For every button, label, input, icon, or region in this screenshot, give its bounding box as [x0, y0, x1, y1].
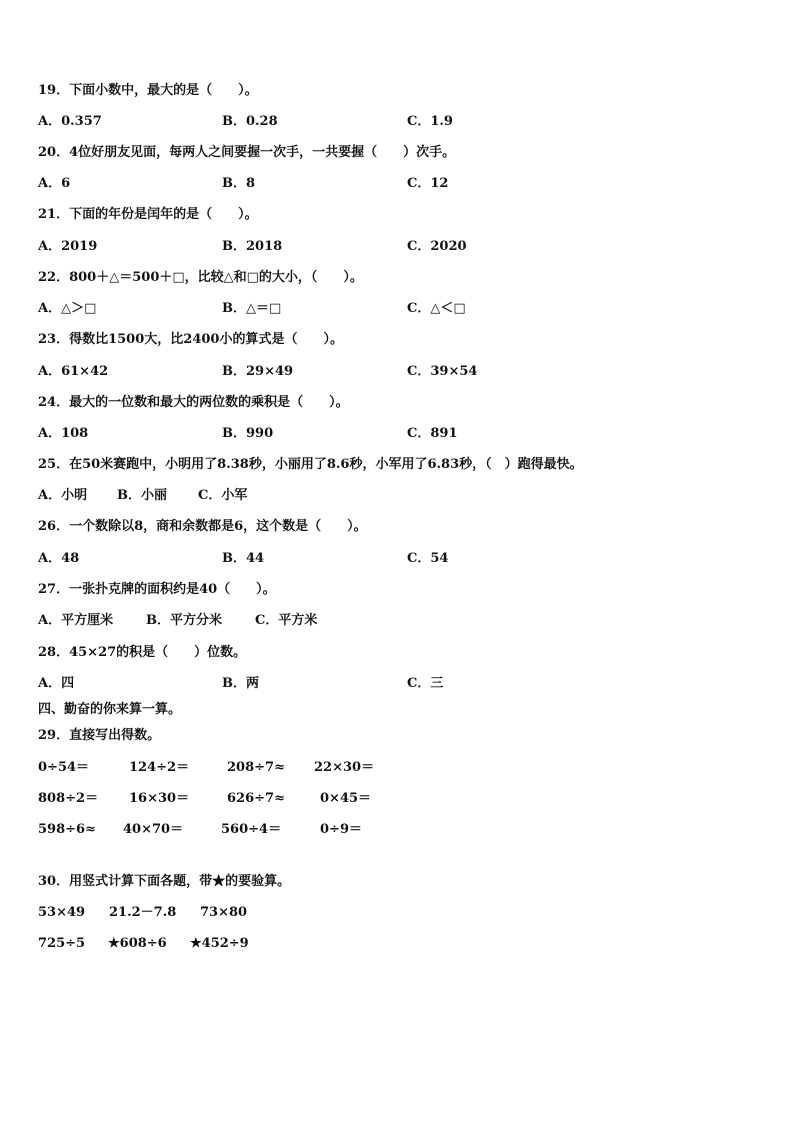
- question-24-option-c: C．891: [407, 426, 458, 441]
- question-22-option-b: B．△＝□: [222, 301, 282, 316]
- question-28-stem: 28．45×27的积是（ ）位数。: [38, 645, 247, 660]
- q29-item: 124÷2＝: [129, 760, 190, 775]
- q29-item: 40×70＝: [123, 822, 184, 837]
- q29-item: 0÷9＝: [320, 822, 362, 837]
- question-19-option-a: A．0.357: [38, 114, 102, 129]
- question-24-option-a: A．108: [38, 426, 89, 441]
- question-30-stem: 30．用竖式计算下面各题，带★的要验算。: [38, 874, 291, 889]
- question-24-stem: 24．最大的一位数和最大的两位数的乘积是（ ）。: [38, 395, 349, 410]
- question-25-option-c: C．小军: [198, 488, 248, 503]
- question-20-option-a: A．6: [38, 176, 71, 191]
- question-28-option-a: A．四: [38, 676, 75, 691]
- q29-item: 598÷6≈: [38, 822, 96, 837]
- question-22-option-a: A．△＞□: [38, 301, 97, 316]
- section-4-title: 四、勤奋的你来算一算。: [38, 702, 182, 717]
- q30-item: 53×49: [38, 905, 86, 920]
- question-28-option-c: C．三: [407, 676, 444, 691]
- question-26-option-b: B．44: [222, 551, 265, 566]
- question-19-stem: 19．下面小数中，最大的是（ ）。: [38, 83, 258, 98]
- question-22-option-c: C．△＜□: [407, 301, 466, 316]
- question-21-option-a: A．2019: [38, 239, 98, 254]
- q29-item: 560÷4＝: [221, 822, 282, 837]
- q29-item: 808÷2＝: [38, 791, 99, 806]
- question-21-option-b: B．2018: [222, 239, 283, 254]
- question-21-stem: 21．下面的年份是闰年的是（ ）。: [38, 207, 258, 222]
- question-21-option-c: C．2020: [407, 239, 467, 254]
- question-27-stem: 27．一张扑克牌的面积约是40（ ）。: [38, 582, 276, 597]
- question-24-option-b: B．990: [222, 426, 274, 441]
- q29-item: 0÷54＝: [38, 760, 90, 775]
- q29-item: 208÷7≈: [227, 760, 285, 775]
- q30-item: 21.2－7.8: [109, 905, 177, 920]
- question-25-stem: 25．在50米赛跑中，小明用了8.38秒，小丽用了8.6秒，小军用了6.83秒，（ ）跑得最快。: [38, 457, 583, 472]
- question-27-option-a: A．平方厘米: [38, 613, 114, 628]
- question-27-option-c: C．平方米: [255, 613, 318, 628]
- question-25-option-a: A．小明: [38, 488, 88, 503]
- question-20-option-b: B．8: [222, 176, 256, 191]
- question-26-option-a: A．48: [38, 551, 80, 566]
- question-28-option-b: B．两: [222, 676, 259, 691]
- question-23-option-a: A．61×42: [38, 364, 109, 379]
- question-25-option-b: B．小丽: [117, 488, 167, 503]
- question-22-stem: 22．800＋△＝500＋□，比较△和□的大小，（ ）。: [38, 270, 363, 285]
- q29-item: 626÷7≈: [227, 791, 285, 806]
- q30-item: 725÷5: [38, 936, 86, 951]
- question-23-stem: 23．得数比1500大，比2400小的算式是（ ）。: [38, 332, 343, 347]
- q30-item: ★452÷9: [190, 936, 249, 951]
- question-26-option-c: C．54: [407, 551, 449, 566]
- question-23-option-c: C．39×54: [407, 364, 478, 379]
- q30-item: 73×80: [200, 905, 248, 920]
- question-26-stem: 26．一个数除以8，商和余数都是6，这个数是（ ）。: [38, 519, 367, 534]
- question-29-stem: 29．直接写出得数。: [38, 728, 161, 743]
- question-20-option-c: C．12: [407, 176, 449, 191]
- q29-item: 0×45＝: [320, 791, 372, 806]
- q29-item: 22×30＝: [314, 760, 375, 775]
- q29-item: 16×30＝: [129, 791, 190, 806]
- question-20-stem: 20．4位好朋友见面，每两人之间要握一次手，一共要握（ ）次手。: [38, 145, 456, 160]
- q30-item: ★608÷6: [108, 936, 167, 951]
- question-19-option-c: C．1.9: [407, 114, 453, 129]
- question-23-option-b: B．29×49: [222, 364, 294, 379]
- question-19-option-b: B．0.28: [222, 114, 278, 129]
- question-27-option-b: B．平方分米: [146, 613, 222, 628]
